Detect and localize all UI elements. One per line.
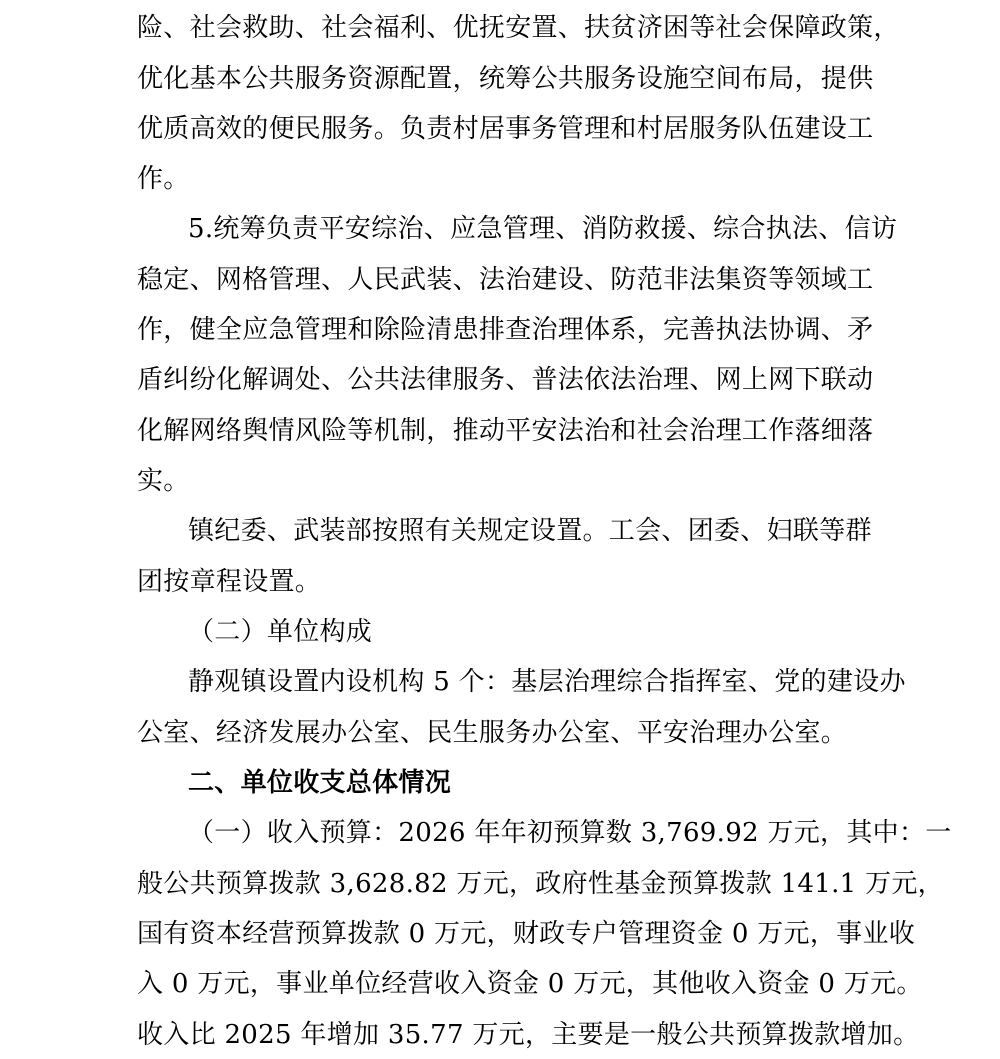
paragraph-line: （一）收入预算：2026 年年初预算数 3,769.92 万元，其中：一	[188, 818, 952, 848]
paragraph-line: 般公共预算拨款 3,628.82 万元，政府性基金预算拨款 141.1 万元，	[137, 869, 944, 899]
paragraph-line: 盾纠纷化解调处、公共法律服务、普法依法治理、网上网下联动	[137, 365, 874, 395]
section-subheading: （二）单位构成	[188, 617, 373, 647]
paragraph-line: 收入比 2025 年增加 35.77 万元，主要是一般公共预算拨款增加。	[137, 1020, 920, 1050]
paragraph-line: 作。	[137, 164, 190, 194]
paragraph-line: 稳定、网格管理、人民武装、法治建设、防范非法集资等领域工	[137, 265, 874, 295]
paragraph-line: 入 0 万元，事业单位经营收入资金 0 万元，其他收入资金 0 万元。	[137, 969, 923, 999]
paragraph-line: 实。	[137, 466, 190, 496]
paragraph-line: 公室、经济发展办公室、民生服务办公室、平安治理办公室。	[137, 718, 848, 748]
paragraph-line: 国有资本经营预算拨款 0 万元，财政专户管理资金 0 万元，事业收	[137, 919, 916, 949]
paragraph-line: 团按章程设置。	[137, 567, 322, 597]
paragraph-line: 5.统筹负责平安综治、应急管理、消防救援、综合执法、信访	[188, 214, 898, 244]
paragraph-line: 静观镇设置内设机构 5 个：基层治理综合指挥室、党的建设办	[188, 667, 906, 697]
paragraph-line: 优质高效的便民服务。负责村居事务管理和村居服务队伍建设工	[137, 114, 874, 144]
paragraph-line: 镇纪委、武装部按照有关规定设置。工会、团委、妇联等群	[188, 516, 872, 546]
paragraph-line: 化解网络舆情风险等机制，推动平安法治和社会治理工作落细落	[137, 416, 874, 446]
paragraph-line: 优化基本公共服务资源配置，统筹公共服务设施空间布局，提供	[137, 64, 874, 94]
section-heading: 二、单位收支总体情况	[188, 768, 452, 798]
paragraph-line: 险、社会救助、社会福利、优抚安置、扶贫济困等社会保障政策，	[137, 13, 900, 43]
paragraph-line: 作，健全应急管理和除险清患排查治理体系，完善执法协调、矛	[137, 315, 874, 345]
